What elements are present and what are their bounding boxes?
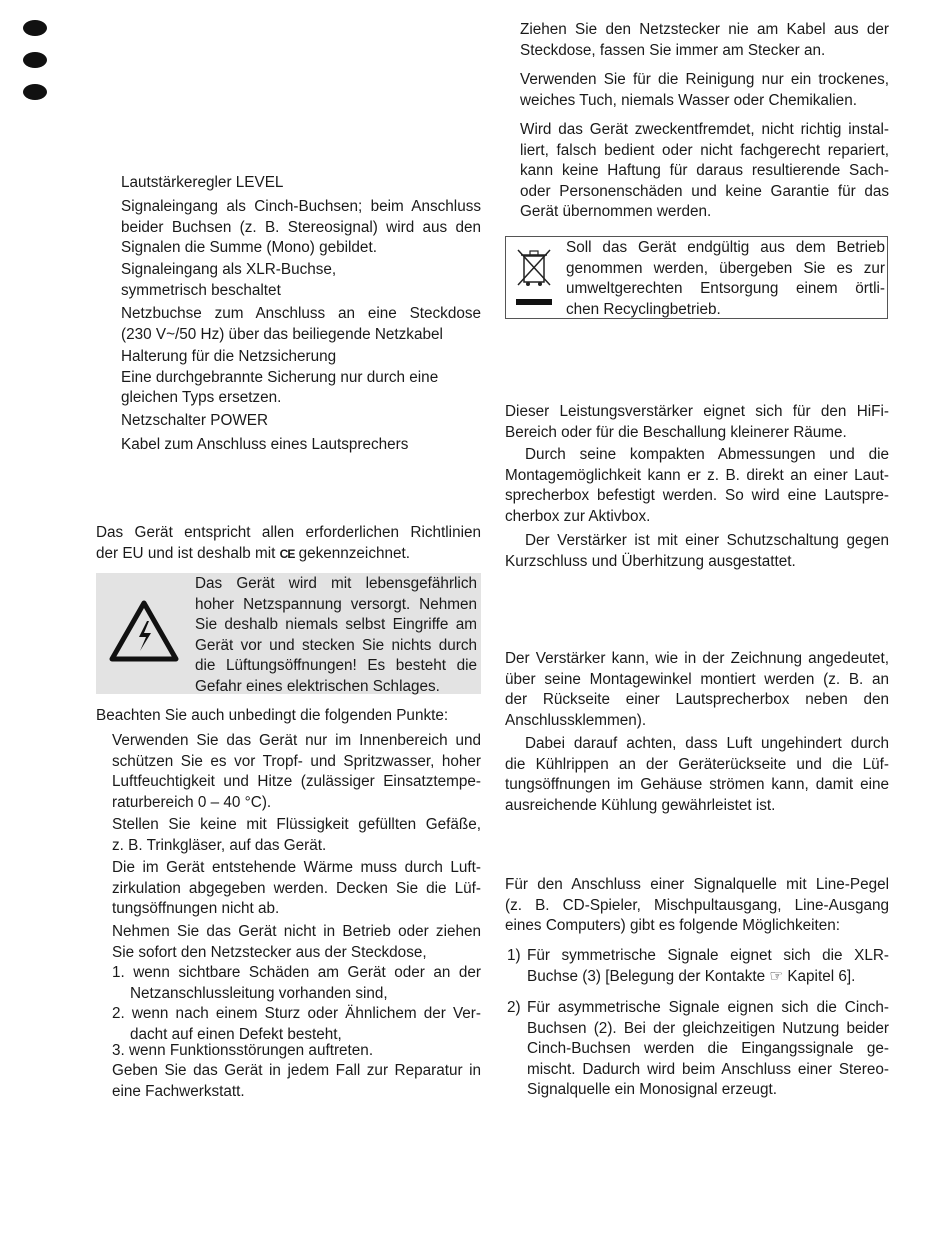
safety-point: Die im Gerät entstehende Wärme muss durch Luft- zirkulation abgegeben werden. Decken Sie die Lüf- tungsöffnungen nicht ab. — [112, 859, 481, 917]
shutdown-intro: Nehmen Sie das Gerät nicht in Betrieb oder ziehen Sie sofort den Netzstecker aus der Steckdose, — [112, 923, 481, 961]
language-tab-dot — [23, 52, 47, 68]
warning-text: Das Gerät wird mit lebensgefährlich hoher Netzspannung versorgt. Nehmen Sie deshalb niemals selbst Eingriffe am Gerät vor und stecken Sie nichts durch die Lüftungsöffnungen! Es besteht die Gefahr eines elektrischen Schlages. — [195, 575, 477, 695]
pointing-hand-icon: ☞ — [769, 967, 784, 985]
paragraph: Für den Anschluss einer Signalquelle mit Line-Pegel (z. B. CD-Spieler, Mischpultausgang, Line-Ausgang eines Computers) gibt es folgende Möglichkeiten: — [505, 876, 889, 934]
shutdown-item: 1. wenn sichtbare Schäden am Gerät oder an der Netzanschlussleitung vorhanden sind, — [112, 964, 481, 1002]
list-item: Für asymmetrische Signale eignen sich die Cinch- Buchsen (2). Bei der gleichzeitigen Nutzung beider Cinch-Buchsen werden die Eingangssignale ge- mischt. Dadurch wird beim Anschluss einer Stereo- Signalquelle ein Monosignal erzeugt. — [527, 999, 889, 1098]
control-item: Signaleingang als XLR-Buchse, symmetrisch beschaltet — [121, 261, 337, 299]
safety-intro: Beachten Sie auch unbedingt die folgenden Punkte: — [96, 707, 449, 724]
control-item: Lautstärkeregler LEVEL — [121, 174, 284, 191]
paragraph: Der Verstärker kann, wie in der Zeichnung angedeutet, über seine Montagewinkel montiert werden (z. B. an der Rückseite einer Lautsprecherbox neben den Anschlussklemmen). — [505, 650, 889, 729]
safety-point: Verwenden Sie das Gerät nur im Innenbereich und schützen Sie es vor Tropf- und Spritzwasser, hoher Luftfeuchtigkeit und Hitze (zulässiger Einsatztempe- raturbereich 0 – 40 °C). — [112, 732, 481, 811]
liability-disclaimer: Wird das Gerät zweckentfremdet, nicht richtig instal- liert, falsch bedient oder nicht fachgerecht repariert, kann keine Haftung für daraus resultierende Sach- oder Personenschäden und keine Garantie für das Gerät übernommen werden. — [520, 121, 889, 220]
list-number: 2) — [507, 999, 521, 1016]
language-tab-dot — [23, 20, 47, 36]
shutdown-outro: Geben Sie das Gerät in jedem Fall zur Reparatur in eine Fachwerkstatt. — [112, 1062, 481, 1100]
high-voltage-warning-icon — [108, 599, 180, 663]
list-number: 1) — [507, 947, 521, 964]
paragraph: Dieser Leistungsverstärker eignet sich für den HiFi- Bereich oder für die Beschallung kleinerer Räume. — [505, 403, 889, 441]
safety-point: Stellen Sie keine mit Flüssigkeit gefüllten Gefäße, z. B. Trinkgläser, auf das Gerät. — [112, 816, 481, 854]
crossed-out-bin-icon — [514, 247, 554, 307]
disposal-text: Soll das Gerät endgültig aus dem Betrieb genommen werden, übergeben Sie es zur umweltgerechten Entsorgung einem örtli- chen Recyclingbetrieb. — [566, 239, 885, 318]
electric-shock-warning-box — [96, 573, 481, 694]
safety-point: Ziehen Sie den Netzstecker nie am Kabel aus der Steckdose, fassen Sie immer am Stecker an. — [520, 21, 889, 59]
language-tab-dot — [23, 84, 47, 100]
safety-point: Verwenden Sie für die Reinigung nur ein trockenes, weiches Tuch, niemals Wasser oder Chemikalien. — [520, 71, 889, 109]
ce-conformity-text: Das Gerät entspricht allen erforderlichen Richtlinien der EU und ist deshalb mit CE gekennzeichnet. — [96, 524, 481, 562]
control-item: Netzbuchse zum Anschluss an eine Steckdose (230 V~/50 Hz) über das beiliegende Netzkabel — [121, 305, 481, 343]
paragraph: Dabei darauf achten, dass Luft ungehindert durch die Kühlrippen an der Geräterückseite und die Lüf- tungsöffnungen im Gehäuse strömen kann, damit eine ausreichende Kühlung gewährleistet ist. — [505, 735, 889, 814]
disposal-notice-box — [505, 236, 888, 319]
shutdown-item: 2. wenn nach einem Sturz oder Ähnlichem der Ver- dacht auf einen Defekt besteht, — [112, 1005, 481, 1043]
control-item: Kabel zum Anschluss eines Lautsprechers — [121, 436, 409, 453]
list-item: Für symmetrische Signale eignet sich die XLR- Buchse (3) [Belegung der Kontakte ☞ Kapitel 6]. — [527, 947, 889, 985]
shutdown-item: 3. wenn Funktionsstörungen auftreten. — [112, 1042, 374, 1059]
control-item: Netzschalter POWER — [121, 412, 269, 429]
paragraph: Durch seine kompakten Abmessungen und die Montagemöglichkeit kann er z. B. direkt an einer Laut- sprecherbox befestigt werden. So wird eine Lautspre- cherbox zur Aktivbox. — [505, 446, 889, 525]
control-item: Halterung für die Netzsicherung Eine durchgebrannte Sicherung nur durch eine gleichen Typs ersetzen. — [121, 348, 439, 406]
paragraph: Der Verstärker ist mit einer Schutzschaltung gegen Kurzschluss und Überhitzung ausgestattet. — [505, 532, 889, 570]
ce-mark: CE — [279, 546, 295, 561]
control-item: Signaleingang als Cinch-Buchsen; beim Anschluss beider Buchsen (z. B. Stereosignal) wird aus den Signalen die Summe (Mono) gebildet. — [121, 198, 481, 256]
